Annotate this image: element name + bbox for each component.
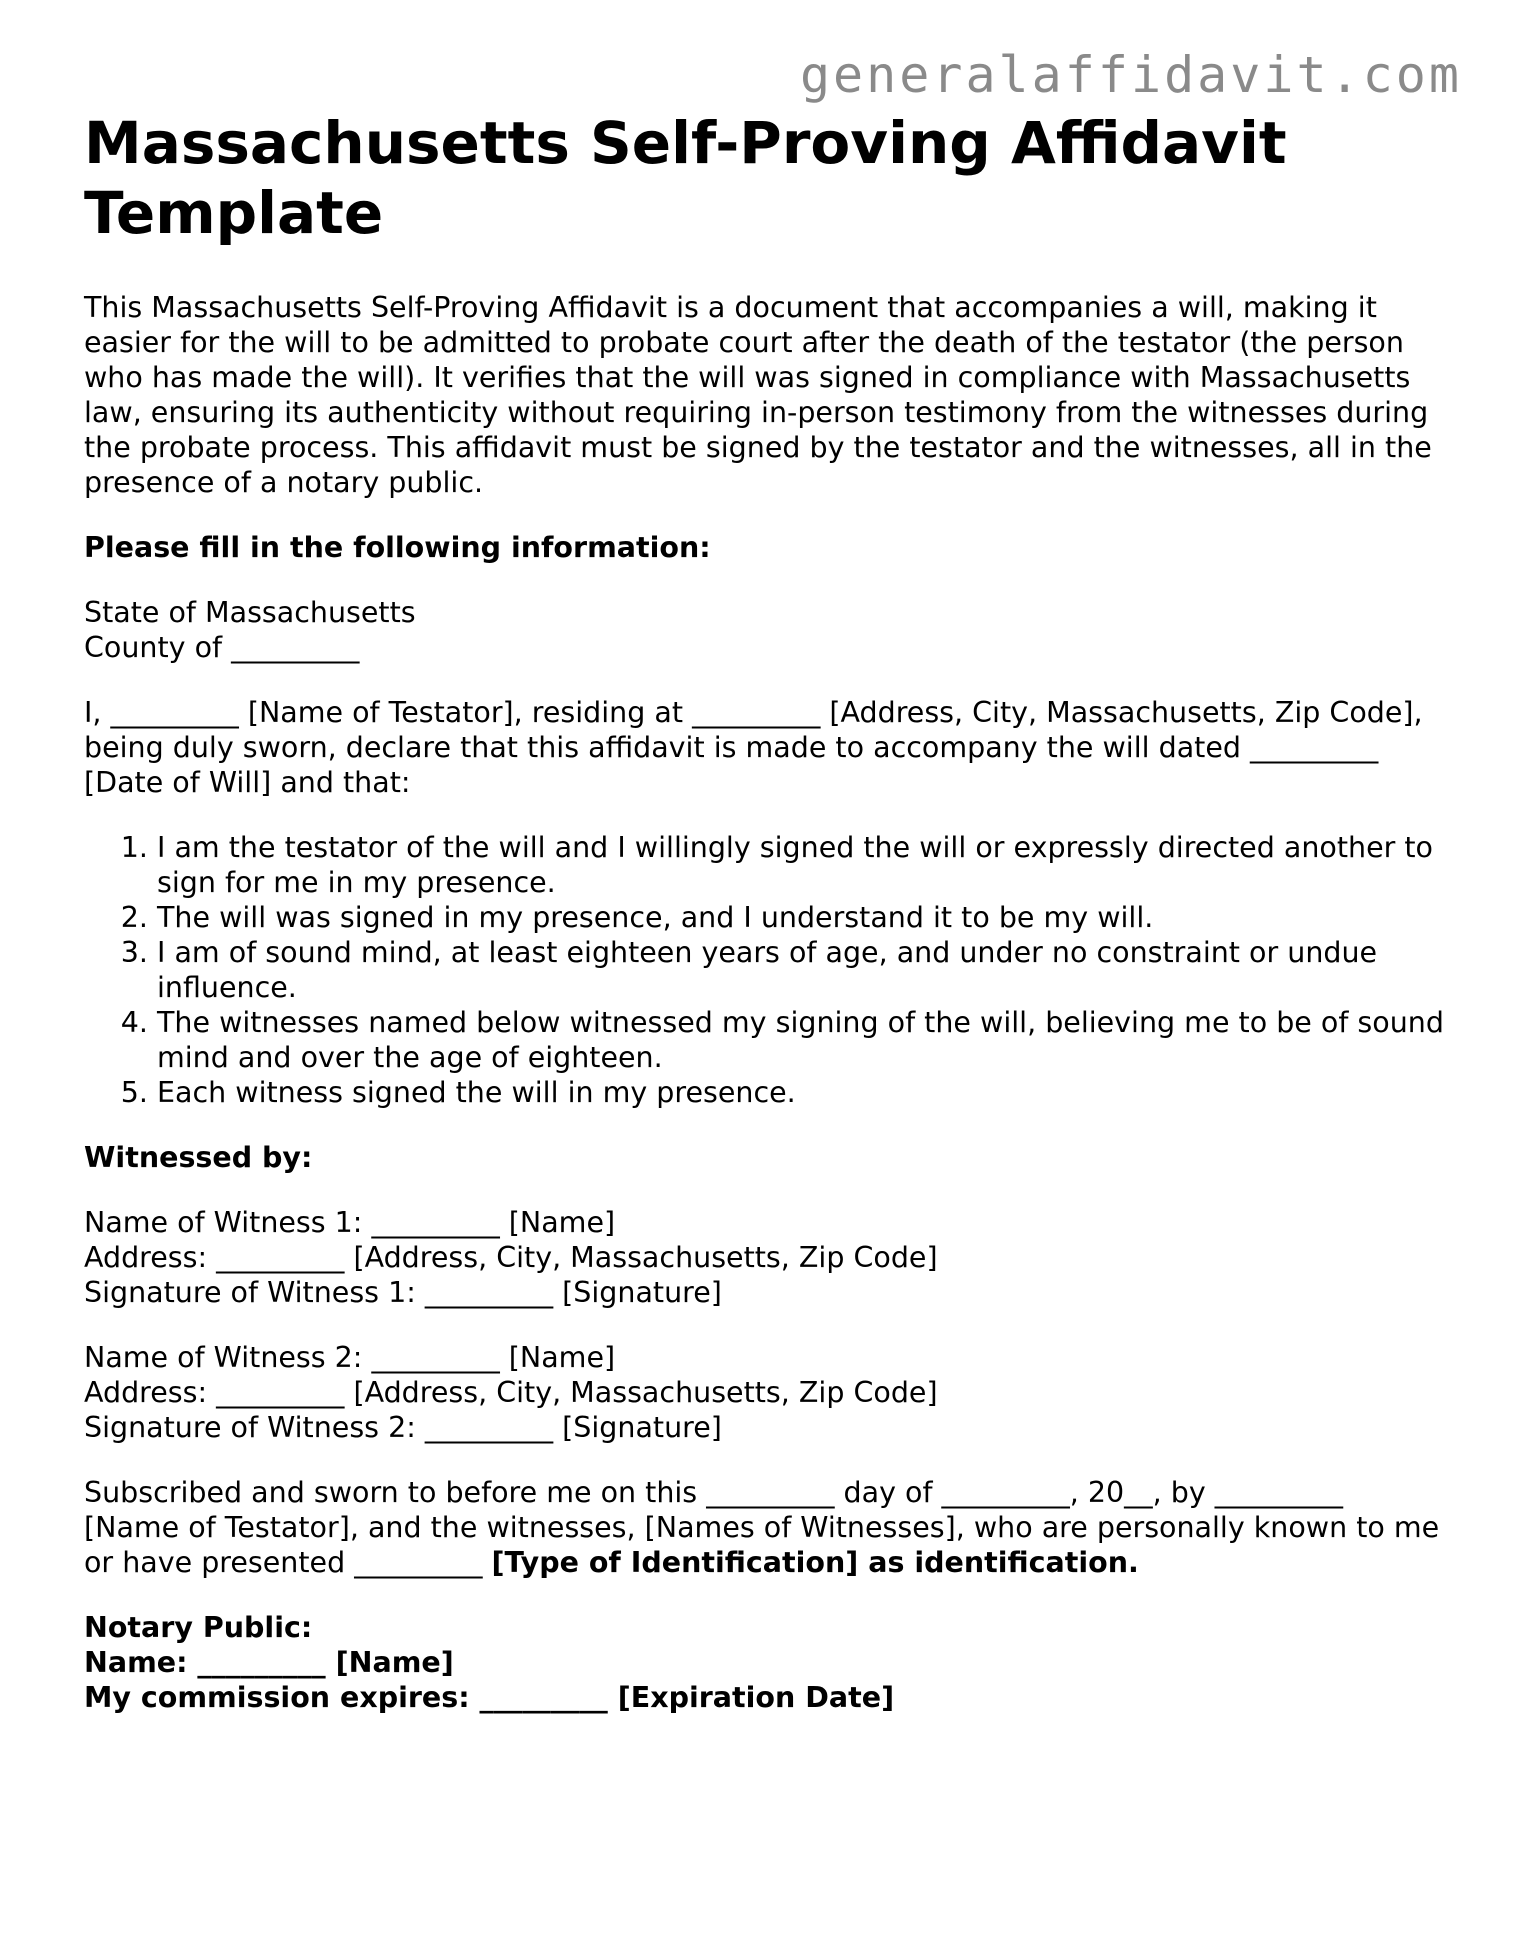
witness-2-name: Name of Witness 2: _________ [Name] <box>84 1341 616 1374</box>
witness-2-address: Address: _________ [Address, City, Massachusetts, Zip Code] <box>84 1376 938 1409</box>
list-item: 3. I am of sound mind, at least eighteen years of age, and under no constraint or undue influence. <box>157 935 1444 1005</box>
declaration-paragraph: I, _________ [Name of Testator], residing at _________ [Address, City, Massachusetts, Zip Code], being duly sworn, declare that this affidavit is made to accompany the will dated _________ [Date of Will] and that: <box>84 696 1423 799</box>
venue-block <box>84 595 1444 665</box>
list-item: 1. I am the testator of the will and I willingly signed the will or expressly directed another to sign for me in my presence. <box>157 830 1444 900</box>
jurat-paragraph <box>84 1475 1444 1580</box>
venue-county: County of _________ <box>84 631 360 664</box>
witness-2-signature: Signature of Witness 2: _________ [Signature] <box>84 1411 722 1444</box>
venue-state: State of Massachusetts <box>84 596 416 629</box>
list-item: 4. The witnesses named below witnessed my signing of the will, believing me to be of sound mind and over the age of eighteen. <box>157 1005 1444 1075</box>
witness-1-block <box>84 1205 1444 1310</box>
list-item: 2. The will was signed in my presence, and I understand it to be my will. <box>157 900 1444 935</box>
witness-1-name: Name of Witness 1: _________ [Name] <box>84 1206 616 1239</box>
page-title: Massachusetts Self-Proving Affidavit Template <box>84 109 1287 247</box>
document-page <box>84 108 1444 1745</box>
site-watermark: generalaffidavit.com <box>799 46 1462 104</box>
witness-1-signature: Signature of Witness 1: _________ [Signature] <box>84 1276 722 1309</box>
jurat-identification: [Type of Identification] as identification. <box>491 1546 1139 1579</box>
witness-1-address: Address: _________ [Address, City, Massachusetts, Zip Code] <box>84 1241 938 1274</box>
fill-heading: Please fill in the following information: <box>84 531 711 564</box>
intro-paragraph: This Massachusetts Self-Proving Affidavit is a document that accompanies a will, making it easier for the will to be admitted to probate court after the death of the testator (the person who has made the will). It verifies that the will was signed in compliance with Massachusetts law, ensuring its authenticity without requiring in-person testimony from the witnesses during the probate process. This affidavit must be signed by the testator and the witnesses, all in the presence of a notary public. <box>84 291 1432 499</box>
witness-2-block <box>84 1340 1444 1445</box>
notary-expires: My commission expires: _________ [Expiration Date] <box>84 1681 895 1714</box>
notary-name: Name: _________ [Name] <box>84 1646 454 1679</box>
notary-block <box>84 1610 1444 1715</box>
notary-heading: Notary Public: <box>84 1611 313 1644</box>
statement-list <box>84 830 1444 1110</box>
witnessed-heading: Witnessed by: <box>84 1141 313 1174</box>
list-item: 5. Each witness signed the will in my presence. <box>157 1075 1444 1110</box>
jurat-text: Subscribed and sworn to before me on this _________ day of _________, 20__, by _________ [Name of Testator], and the witnesses, [Names of Witnesses], who are personally known to me or have presented _________ <box>84 1476 1440 1579</box>
